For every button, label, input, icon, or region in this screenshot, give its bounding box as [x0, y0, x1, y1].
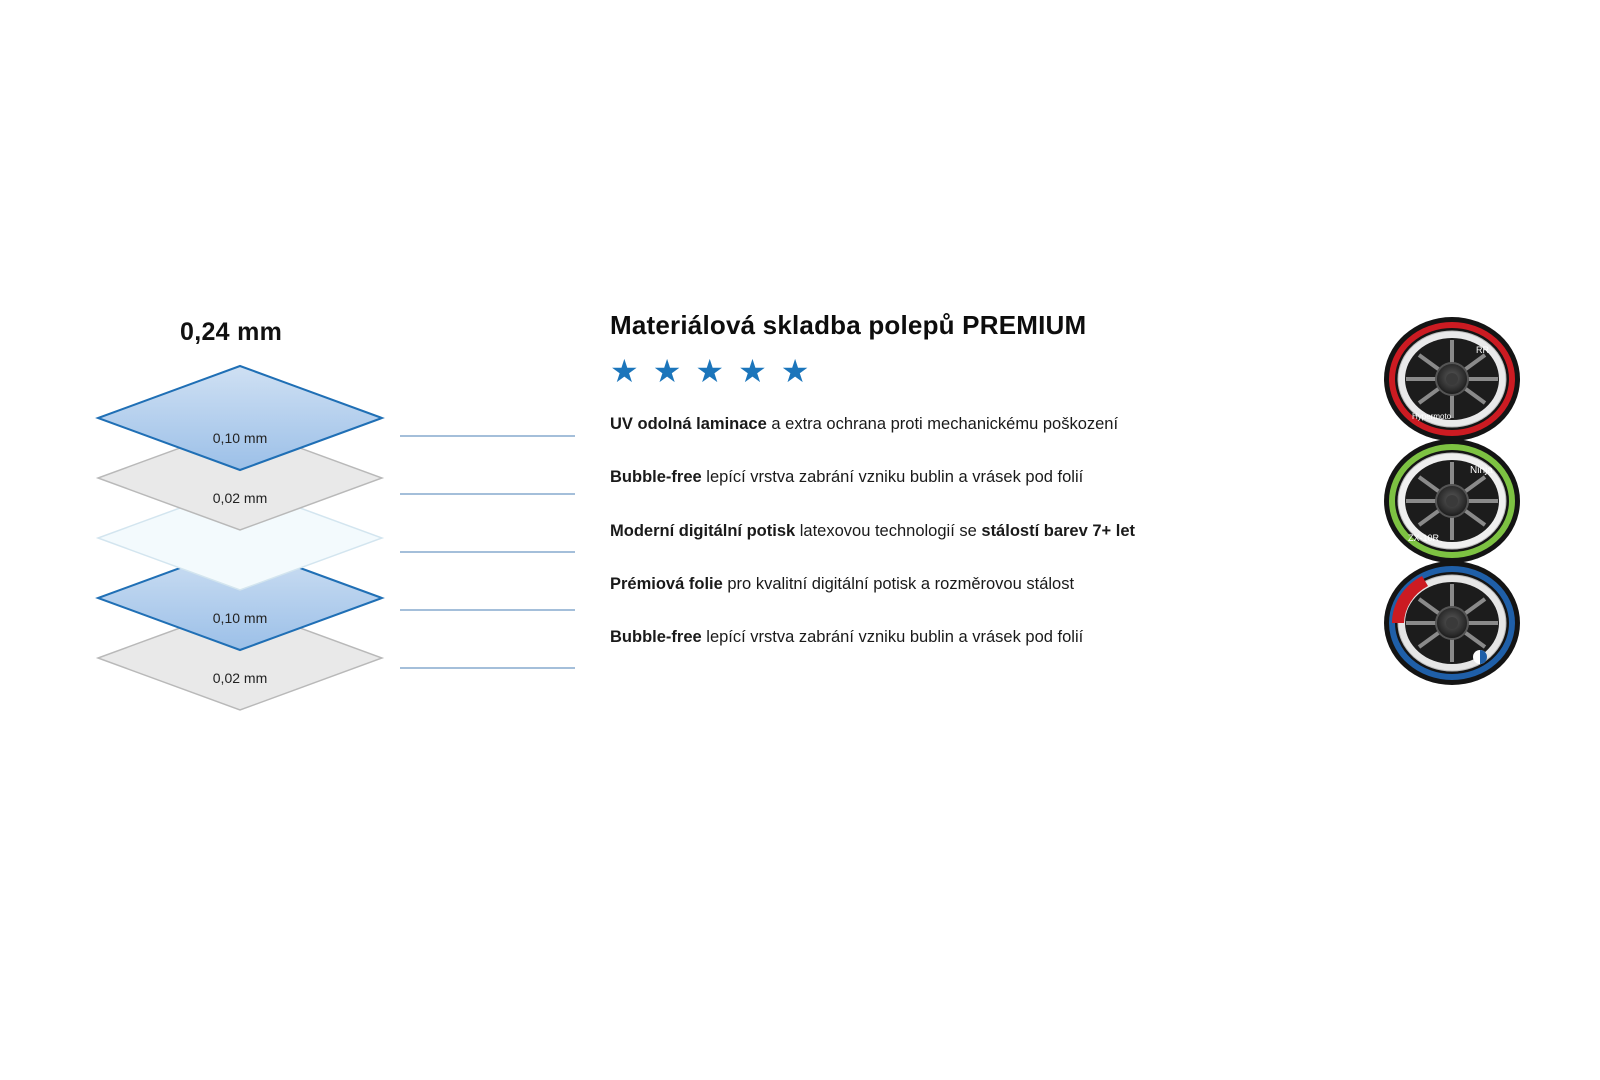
- layer-stack-diagram: [80, 300, 420, 760]
- feature-tail: stálostí barev 7+ let: [981, 521, 1136, 540]
- svg-text:ZX-10R: ZX-10R: [1408, 533, 1440, 543]
- layer-label-1: 0,10 mm: [212, 430, 268, 446]
- feature-item: [610, 573, 1330, 595]
- star-icon: ★: [738, 353, 767, 389]
- star-icon: ★: [610, 353, 639, 389]
- star-icon: ★: [652, 353, 682, 389]
- star-icon: ★: [695, 353, 725, 389]
- motorcycle-wheel-green: [1352, 437, 1552, 565]
- feature-lead: UV odolná laminace: [610, 415, 767, 433]
- feature-rest: pro kvalitní digitální potisk a rozměrovou stálost: [722, 574, 1075, 593]
- leader-lines: [400, 420, 590, 680]
- svg-text:Ninja: Ninja: [1470, 465, 1493, 476]
- rating-stars: [610, 355, 1330, 387]
- feature-lead: Bubble-free: [610, 628, 702, 647]
- feature-rest: lepící vrstva zabrání vzniku bublin a vrásek pod folií: [701, 468, 1084, 487]
- feature-rest: a extra ochrana proti mechanickému poškození: [766, 415, 1119, 433]
- feature-lead: Moderní digitální potisk: [610, 521, 796, 540]
- motorcycle-wheel-red: [1352, 315, 1552, 443]
- svg-text:Hypermoto: Hypermoto: [1412, 412, 1452, 421]
- star-icon: ★: [780, 353, 810, 389]
- total-thickness-label: 0,24 mm: [180, 318, 283, 346]
- wheel-photos: [1352, 315, 1552, 685]
- svg-text:RR: RR: [1476, 345, 1489, 355]
- feature-rest: lepící vrstva zabrání vzniku bublin a vrásek pod folií: [701, 628, 1084, 647]
- feature-rest: latexovou technologií se: [795, 521, 982, 540]
- layer-label-5: 0,02 mm: [212, 670, 268, 686]
- motorcycle-wheel-blue: [1352, 559, 1552, 687]
- feature-lead: Bubble-free: [610, 468, 702, 487]
- feature-lead: Prémiová folie: [610, 574, 723, 593]
- feature-item: [610, 520, 1330, 542]
- feature-item: [610, 626, 1330, 648]
- content-panel: [610, 310, 1330, 648]
- feature-item: [610, 466, 1330, 488]
- feature-item: [610, 413, 1330, 435]
- layer-label-4: 0,10 mm: [212, 610, 268, 626]
- layer-laminate-top: [90, 358, 390, 478]
- page-title: Materiálová skladba polepů PREMIUM: [610, 310, 1087, 340]
- layer-label-2: 0,02 mm: [212, 490, 268, 506]
